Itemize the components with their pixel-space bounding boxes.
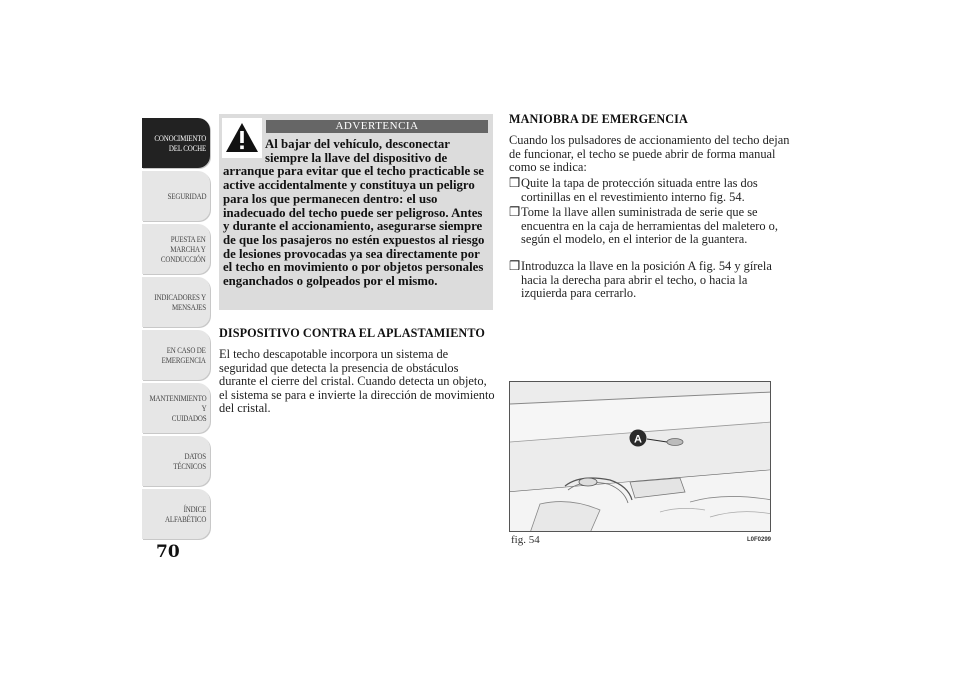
tab-label: MANTENIMIENTO Y CUIDADOS xyxy=(149,393,206,423)
warning-text xyxy=(223,138,489,289)
tab-label: PUESTA EN MARCHA Y CONDUCCIÓN xyxy=(161,234,206,264)
tab-indice-alfabetico[interactable] xyxy=(142,489,210,539)
list-item xyxy=(509,177,791,204)
emergency-heading: MANIOBRA DE EMERGENCIA xyxy=(509,112,688,126)
tab-label: DATOS TÉCNICOS xyxy=(173,451,206,471)
tab-seguridad[interactable] xyxy=(142,171,210,221)
figure-code: L0F0299 xyxy=(747,537,772,543)
tab-label: CONOCIMIENTO DEL COCHE xyxy=(154,133,206,153)
car-roof-illustration xyxy=(510,382,771,532)
tab-datos-tecnicos[interactable] xyxy=(142,436,210,486)
tab-label: ÍNDICE ALFABÉTICO xyxy=(164,504,206,524)
page-number: 70 xyxy=(156,542,180,562)
list-item xyxy=(509,206,791,247)
tab-mantenimiento-y-cuidados[interactable] xyxy=(142,383,210,433)
anti-crush-body: El techo descapotable incorpora un sistema de seguridad que detecta la presencia de obstáculos durante el cierre del cristal. Cuando detecta un objeto, el sistema se para e invierte la dirección de movimiento del cristal. xyxy=(219,347,495,415)
tab-conocimiento-del-coche[interactable] xyxy=(142,118,210,168)
warning-title: ADVERTENCIA xyxy=(266,120,488,133)
tab-label: INDICADORES Y MENSAJES xyxy=(154,292,206,312)
step-text: Quite la tapa de protección situada entre las dos cortinillas en el revestimiento interno fig. 54. xyxy=(521,176,758,204)
bullet-marker: ❒ xyxy=(509,176,521,190)
list-item xyxy=(509,260,791,301)
step-text: Tome la llave allen suministrada de serie que se encuentra en la caja de herramientas del maletero o, según el modelo, en el interior de la guantera. xyxy=(521,205,778,246)
figure-caption: fig. 54 xyxy=(511,534,540,546)
figure-image xyxy=(509,381,771,532)
tab-label: SEGURIDAD xyxy=(167,191,206,201)
tab-puesta-en-marcha[interactable] xyxy=(142,224,210,274)
bullet-marker: ❒ xyxy=(509,205,521,219)
warning-line-1: Al bajar del vehículo, desconectar xyxy=(265,137,450,151)
tab-label: EN CASO DE EMERGENCIA xyxy=(161,345,206,365)
warning-line-2: siempre la llave del dispositivo de xyxy=(265,150,448,165)
tab-en-caso-de-emergencia[interactable] xyxy=(142,330,210,380)
step-text: Introduzca la llave en la posición A fig. 54 y gírela hacia la derecha para abrir el techo, o hacia la izquierda para cerrarlo. xyxy=(521,259,772,300)
bullet-marker: ❒ xyxy=(509,259,521,273)
tab-indicadores-y-mensajes[interactable] xyxy=(142,277,210,327)
figure-marker-a: A xyxy=(634,433,642,446)
anti-crush-heading: DISPOSITIVO CONTRA EL APLASTAMIENTO xyxy=(219,326,485,340)
warning-body: arranque para evitar que el techo practicable se active accidentalmente y constituya un peligro para los que permanecen dentro: el uso inadecuado del techo puede ser peligroso. Antes y durante el accionamiento, asegurarse siempre de que los pasajeros no estén expuestos al riesgo de lesiones provocadas ya sea directamente por el techo en movimiento o por objetos personales enganchados o golpeados por el mismo. xyxy=(223,164,485,289)
emergency-intro: Cuando los pulsadores de accionamiento del techo dejan de funcionar, el techo se puede abrir de forma manual como se indica: xyxy=(509,133,790,174)
